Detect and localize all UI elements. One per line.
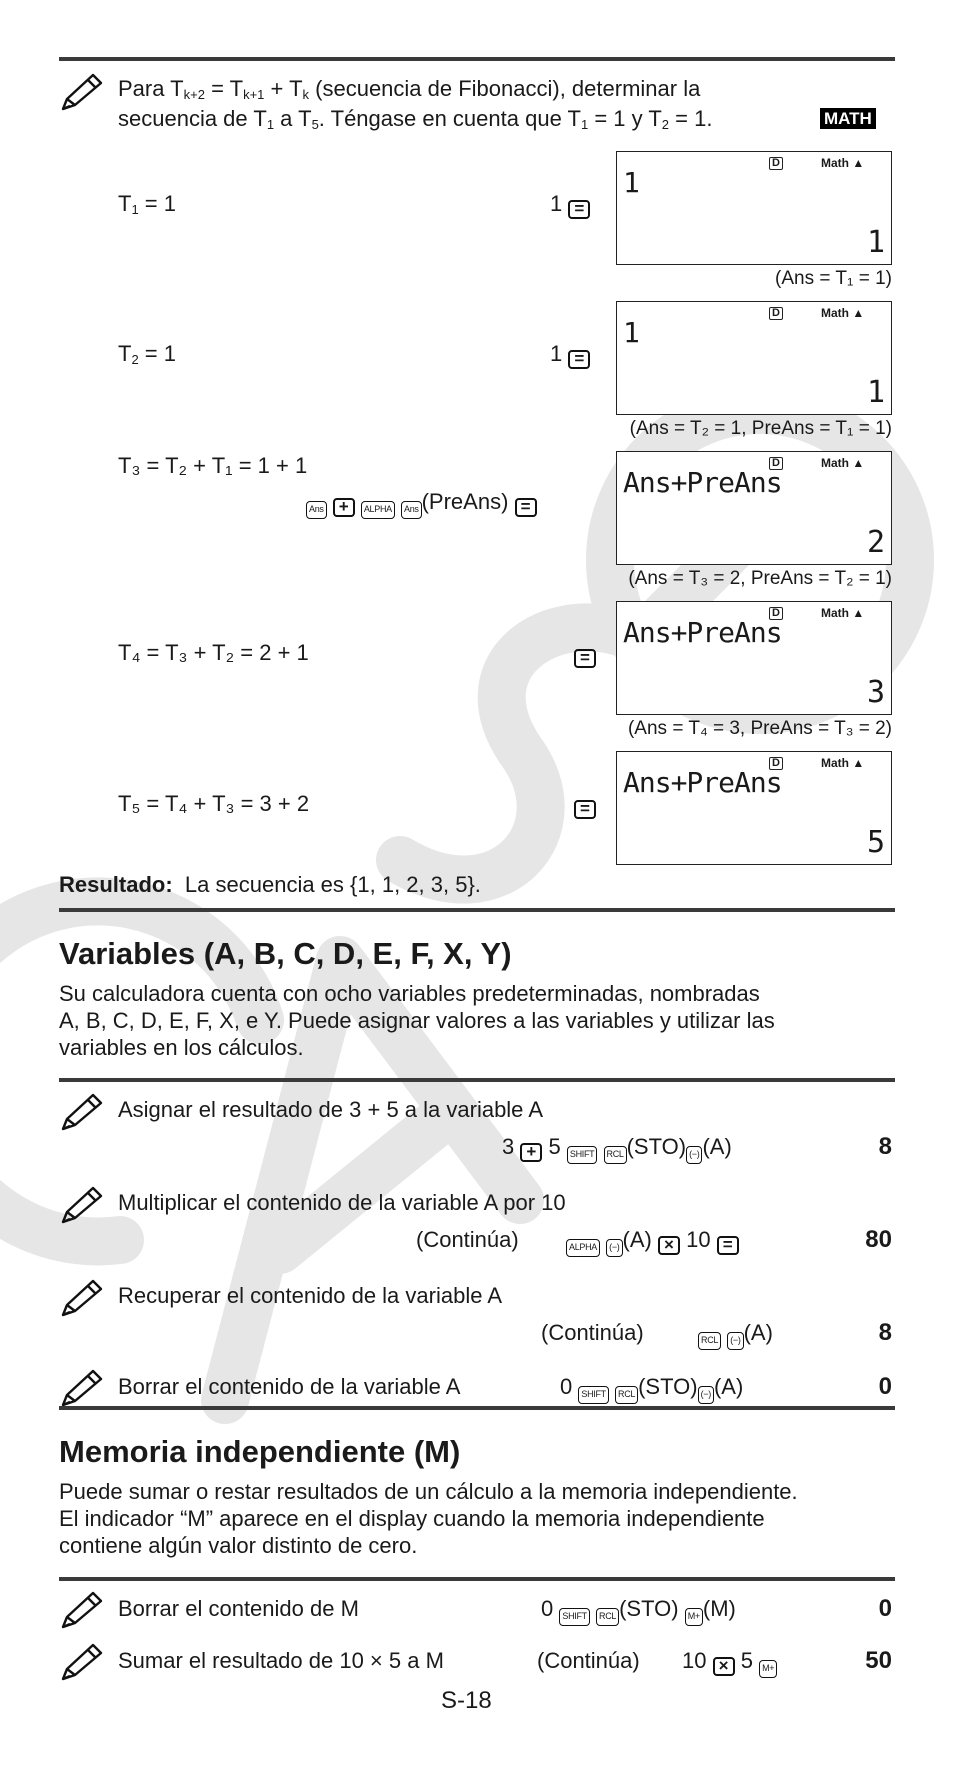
mem-clear-keys: 0 SHIFT RCL (STO) M+ (M) [541, 1596, 736, 1626]
calc-display-4 [616, 601, 892, 715]
math-indicator: Math ▲ [821, 456, 865, 470]
m-plus-key: M+ [759, 1660, 777, 1678]
display-input: Ans+PreAns [623, 766, 782, 799]
negative-key: (−) [698, 1386, 714, 1404]
step2-caption: (Ans = T₂ = 1, PreAns = T₁ = 1) [629, 418, 892, 439]
rcl-key: RCL [604, 1146, 627, 1164]
plus-key: + [520, 1143, 542, 1162]
step1-label: $T_1 = 1$ [118, 191, 176, 217]
var-example-multiply: Multiplicar el contenido de la variable A por 10 [118, 1190, 566, 1215]
alpha-key: ALPHA [566, 1239, 600, 1257]
var-clear-keys: 0 SHIFT RCL (STO) (−) (A) [560, 1374, 743, 1404]
step4-caption: (Ans = T₄ = 3, PreAns = T₃ = 2) [627, 718, 892, 739]
negative-key: (−) [686, 1146, 702, 1164]
times-key: × [658, 1236, 680, 1255]
shift-key: SHIFT [567, 1146, 598, 1164]
result-line: Resultado: La secuencia es {1, 1, 2, 3, 5}. [59, 872, 481, 897]
equals-key: = [568, 200, 590, 219]
equals-key: = [717, 1236, 739, 1255]
var-assign-keys: 3 + 5 SHIFT RCL (STO) (−) (A) [502, 1134, 732, 1164]
calc-display-1 [616, 151, 892, 265]
display-input: 1 [623, 166, 639, 199]
variables-description: Su calculadora cuenta con ocho variables predeterminadas, nombradas A, B, C, D, E, F, X, e Y. Puede asignar valores a las variables y utilizar las variables en los cálculos. [59, 981, 775, 1060]
var-clear-result: 0 [878, 1373, 892, 1400]
rcl-key: RCL [596, 1608, 619, 1626]
step2-keys: 1 = [550, 341, 590, 369]
pencil-icon [59, 1093, 103, 1133]
display-input: Ans+PreAns [623, 466, 782, 499]
step2-label: $T_2 = 1$ [118, 341, 176, 367]
fibonacci-intro-line2: secuencia de $T_1$ a $T_5$. Téngase en cuenta que $T_1 = 1$ y $T_2 = 1$. [118, 106, 713, 132]
rcl-key: RCL [615, 1386, 638, 1404]
var-multiply-continue: (Continúa) [416, 1227, 519, 1252]
var-multiply-result: 80 [865, 1226, 892, 1253]
pencil-icon [59, 1186, 103, 1226]
alpha-key: ALPHA [361, 501, 395, 519]
var-assign-result: 8 [878, 1133, 892, 1160]
mem-add-keys: 10 × 5 M+ [682, 1648, 777, 1678]
math-indicator: Math ▲ [821, 756, 865, 770]
negative-key: (−) [606, 1239, 622, 1257]
display-input: 1 [623, 316, 639, 349]
rcl-key: RCL [698, 1332, 721, 1350]
mem-clear-result: 0 [878, 1595, 892, 1622]
step4-label: T₄ = T₃ + T₂ = 2 + 1 [118, 640, 309, 665]
pencil-icon [59, 1591, 103, 1631]
var-recall-keys: RCL (−) (A) [698, 1320, 773, 1350]
equals-key: = [568, 350, 590, 369]
display-output: 1 [866, 225, 885, 260]
display-input: Ans+PreAns [623, 616, 782, 649]
step4-keys [574, 640, 596, 668]
step1-keys: 1 = [550, 191, 590, 219]
equals-key: = [574, 649, 596, 668]
step3-label: T₃ = T₂ + T₁ = 1 + 1 [118, 453, 308, 478]
math-indicator: Math ▲ [821, 606, 865, 620]
var-example-assign: Asignar el resultado de 3 + 5 a la variable A [118, 1097, 543, 1122]
var-multiply-keys: ALPHA (−) (A) × 10 = [566, 1227, 739, 1257]
variables-heading: Variables (A, B, C, D, E, F, X, Y) [59, 936, 512, 971]
fibonacci-intro-line1: Para $T_{k+2} = T_{k+1} + T_k$ (secuencia de Fibonacci), determinar la [118, 76, 701, 102]
plus-key: + [333, 498, 355, 517]
display-output: 1 [866, 375, 885, 410]
var-example-recall: Recuperar el contenido de la variable A [118, 1283, 503, 1308]
var-recall-result: 8 [878, 1319, 892, 1346]
mem-add-continue: (Continúa) [537, 1648, 640, 1673]
mem-example-clear: Borrar el contenido de M [118, 1596, 359, 1621]
degree-indicator: D [769, 757, 783, 770]
calc-display-5 [616, 751, 892, 865]
memory-description: Puede sumar o restar resultados de un cálculo a la memoria independiente. El indicador “M” aparece en el display cuando la memoria independiente contiene algún valor distinto de cero. [59, 1479, 798, 1558]
shift-key: SHIFT [578, 1386, 609, 1404]
pencil-icon [59, 1643, 103, 1683]
m-plus-key: M+ [685, 1608, 703, 1626]
equals-key: = [515, 498, 537, 517]
pencil-icon [59, 1369, 103, 1409]
equals-key: = [574, 800, 596, 819]
math-indicator: Math ▲ [821, 306, 865, 320]
ans-key: Ans [401, 501, 422, 519]
display-output: 2 [866, 525, 885, 560]
math-mode-badge: MATH [820, 108, 876, 131]
degree-indicator: D [769, 307, 783, 320]
display-output: 3 [866, 675, 885, 710]
step1-caption: (Ans = T₁ = 1) [775, 268, 892, 289]
calc-display-2 [616, 301, 892, 415]
pencil-icon [59, 73, 103, 113]
var-example-clear: Borrar el contenido de la variable A [118, 1374, 461, 1399]
display-output: 5 [866, 825, 885, 860]
pencil-icon [59, 1279, 103, 1319]
degree-indicator: D [769, 607, 783, 620]
ans-key: Ans [306, 501, 327, 519]
step5-keys [574, 791, 596, 819]
var-recall-continue: (Continúa) [541, 1320, 644, 1345]
degree-indicator: D [769, 157, 783, 170]
degree-indicator: D [769, 457, 783, 470]
memory-heading: Memoria independiente (M) [59, 1434, 461, 1469]
step3-keys: Ans + ALPHA Ans (PreAns) = [306, 489, 537, 519]
calc-display-3 [616, 451, 892, 565]
shift-key: SHIFT [559, 1608, 590, 1626]
math-indicator: Math ▲ [821, 156, 865, 170]
mem-example-add: Sumar el resultado de 10 × 5 a M [118, 1648, 444, 1673]
step3-caption: (Ans = T₃ = 2, PreAns = T₂ = 1) [628, 568, 892, 589]
page-number: S-18 [441, 1687, 492, 1714]
mem-add-result: 50 [865, 1647, 892, 1674]
times-key: × [713, 1657, 735, 1676]
step5-label: T₅ = T₄ + T₃ = 3 + 2 [118, 791, 310, 816]
negative-key: (−) [727, 1332, 743, 1350]
